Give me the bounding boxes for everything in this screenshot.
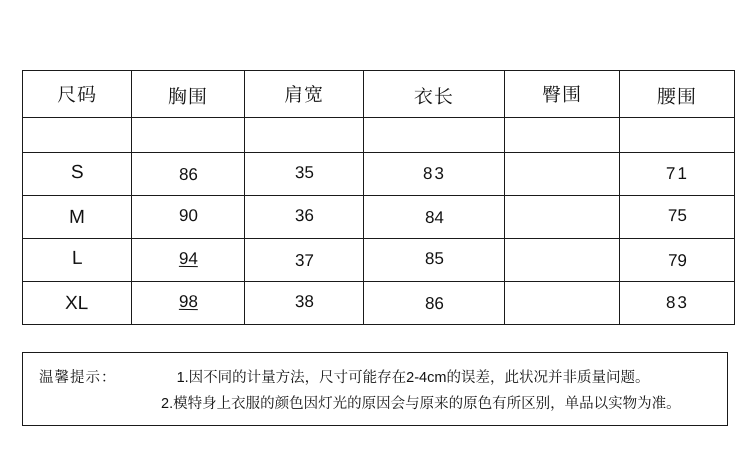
spacer-cell bbox=[23, 118, 132, 153]
cell-size: L bbox=[23, 239, 132, 282]
note-line-2 bbox=[39, 391, 717, 417]
spacer-cell bbox=[364, 118, 505, 153]
cell-hip bbox=[505, 196, 620, 239]
column-header-hip: 臀围 bbox=[505, 71, 620, 118]
notes-panel bbox=[22, 352, 728, 426]
size-table bbox=[22, 70, 735, 325]
table-row bbox=[23, 196, 735, 239]
cell-length: 85 bbox=[364, 239, 505, 282]
cell-bust: 90 bbox=[132, 196, 245, 239]
table-spacer-row bbox=[23, 118, 735, 153]
spacer-cell bbox=[245, 118, 364, 153]
column-header-size: 尺码 bbox=[23, 71, 132, 118]
column-header-shoulder: 肩宽 bbox=[245, 71, 364, 118]
cell-bust: 98 bbox=[132, 282, 245, 325]
spacer-cell bbox=[620, 118, 735, 153]
cell-waist: 75 bbox=[620, 196, 735, 239]
cell-bust: 94 bbox=[132, 239, 245, 282]
cell-shoulder: 38 bbox=[245, 282, 364, 325]
table-row bbox=[23, 153, 735, 196]
spacer-cell bbox=[132, 118, 245, 153]
cell-length: 83 bbox=[364, 153, 505, 196]
cell-waist: 79 bbox=[620, 239, 735, 282]
table-header-row bbox=[23, 71, 735, 118]
spacer-cell bbox=[505, 118, 620, 153]
cell-hip bbox=[505, 282, 620, 325]
note-line-1 bbox=[39, 365, 717, 391]
cell-hip bbox=[505, 153, 620, 196]
cell-shoulder: 35 bbox=[245, 153, 364, 196]
table-row bbox=[23, 282, 735, 325]
cell-waist: 83 bbox=[620, 282, 735, 325]
column-header-length: 衣长 bbox=[364, 71, 505, 118]
cell-shoulder: 36 bbox=[245, 196, 364, 239]
note-text-1: 1.因不同的计量方法，尺寸可能存在2-4cm的误差，此状况并非质量问题。 bbox=[176, 370, 650, 386]
cell-shoulder: 37 bbox=[245, 239, 364, 282]
cell-size: XL bbox=[23, 282, 132, 325]
cell-length: 86 bbox=[364, 282, 505, 325]
table-row bbox=[23, 239, 735, 282]
column-header-waist: 腰围 bbox=[620, 71, 735, 118]
notes-label: 温馨提示： bbox=[39, 370, 117, 386]
cell-size: M bbox=[23, 196, 132, 239]
cell-waist: 71 bbox=[620, 153, 735, 196]
size-chart bbox=[22, 70, 728, 325]
cell-length: 84 bbox=[364, 196, 505, 239]
column-header-bust: 胸围 bbox=[132, 71, 245, 118]
cell-size: S bbox=[23, 153, 132, 196]
cell-bust: 86 bbox=[132, 153, 245, 196]
cell-hip bbox=[505, 239, 620, 282]
note-text-2: 2.模特身上衣服的颜色因灯光的原因会与原来的原色有所区别，单品以实物为准。 bbox=[161, 396, 681, 412]
